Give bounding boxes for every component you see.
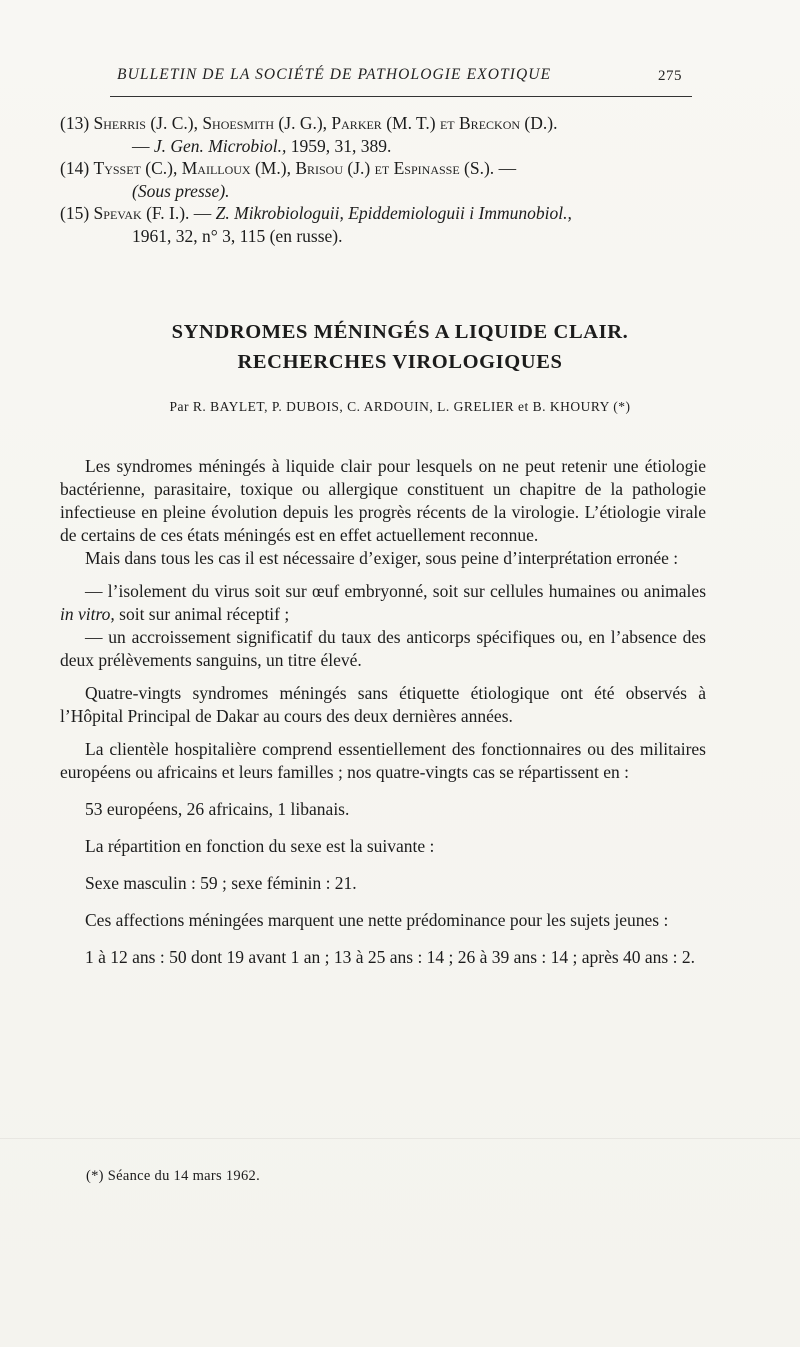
article-title-line-2: RECHERCHES VIROLOGIQUES [237,351,563,373]
reference-13-source [60,135,710,158]
paragraph-virus-isolation [60,580,706,626]
paragraph-sex-counts: Sexe masculin : 59 ; sexe féminin : 21. [85,873,357,893]
reference-dash: — [193,203,212,223]
paragraph-observations: Quatre-vingts syndromes méningés sans étiquette étiologique ont été observés à l’Hôpital Principal de Dakar au cours des deux dernières années. [60,683,706,726]
paragraph-age-intro: Ces affections méningées marquent une nette prédominance pour les sujets jeunes : [85,910,669,930]
reference-dash: — [132,135,150,156]
reference-year: 1961, [132,225,172,246]
page-number: 275 [658,68,682,84]
journal-running-title: BULLETIN DE LA SOCIÉTÉ DE PATHOLOGIE EXOTIQUE [117,66,552,83]
reference-journal: Z. Mikrobiologuii, Epiddemiologuii i Immunobiol., [215,203,572,223]
paragraph-age-counts: 1 à 12 ans : 50 dont 19 avant 1 an ; 13 à 25 ans : 14 ; 26 à 39 ans : 14 ; après 40 ans : 2. [85,947,695,967]
paragraph-clientele: La clientèle hospitalière comprend essentiellement des fonctionnaires ou des militaires européens ou africains et leurs familles ; nos quatre-vingts cas se répartissent en : [60,739,706,782]
article-title [60,317,740,377]
reference-14 [60,157,710,180]
reference-number: (14) [60,158,90,178]
reference-14-source [60,180,710,203]
running-head [117,66,682,84]
paragraph-intro: Les syndromes méningés à liquide clair pour lesquels on ne peut retenir une étiologie bactérienne, parasitaire, toxique ou allergique constituent un chapitre de la pathologie infectieuse en pleine évolution depuis les progrès récents de la virologie. L’étiologie virale de certains de ces états méningés est en effet actuellement reconnue. [60,456,706,545]
reference-number: (13) [60,113,90,133]
text-segment: soit sur animal réceptif ; [119,604,290,624]
paragraph-antibodies: — un accroissement significatif du taux des anticorps spécifiques ou, en l’absence des deux prélèvements sanguins, un titre élevé. [60,627,706,670]
reference-volume: 32, [175,225,198,246]
reference-dash: — [498,158,517,178]
reference-authors: Tysset (C.), Mailloux (M.), Brisou (J.) et Espinasse (S.). [93,158,495,178]
reference-journal: J. Gen. Microbiol., [153,135,287,156]
reference-note: (Sous presse). [132,180,230,201]
text-segment: — l’isolement du virus soit sur œuf embryonné, soit sur cellules humaines ou animales [85,581,706,601]
paragraph-requirements: Mais dans tous les cas il est nécessaire d’exiger, sous peine d’interprétation erronée : [85,548,679,568]
reference-issue: n° 3, [202,225,236,246]
reference-number: (15) [60,203,90,223]
article-body [60,455,706,969]
text-italic-segment: in vitro, [60,604,115,624]
show-through-line [0,1138,800,1139]
reference-pages: 389. [360,135,392,156]
article-authors: Par R. BAYLET, P. DUBOIS, C. ARDOUIN, L. GRELIER et B. KHOURY (*) [169,399,631,414]
reference-authors: Spevak (F. I.). [93,203,190,223]
reference-15 [60,202,710,225]
reference-volume: 31, [334,135,357,156]
paragraph-sex-intro: La répartition en fonction du sexe est la suivante : [85,836,435,856]
header-rule [110,96,692,97]
footnote: (*) Séance du 14 mars 1962. [86,1168,261,1184]
reference-list [60,112,710,247]
reference-13 [60,112,710,135]
paragraph-origins: 53 européens, 26 africains, 1 libanais. [85,799,350,819]
reference-authors: Sherris (J. C.), Shoesmith (J. G.), Parker (M. T.) et Breckon (D.). [93,113,558,133]
reference-15-source [60,225,710,248]
reference-year: 1959, [290,135,331,156]
article-title-line-1: SYNDROMES MÉNINGÉS A LIQUIDE CLAIR. [171,321,629,343]
reference-pages: 115 (en russe). [239,225,343,246]
